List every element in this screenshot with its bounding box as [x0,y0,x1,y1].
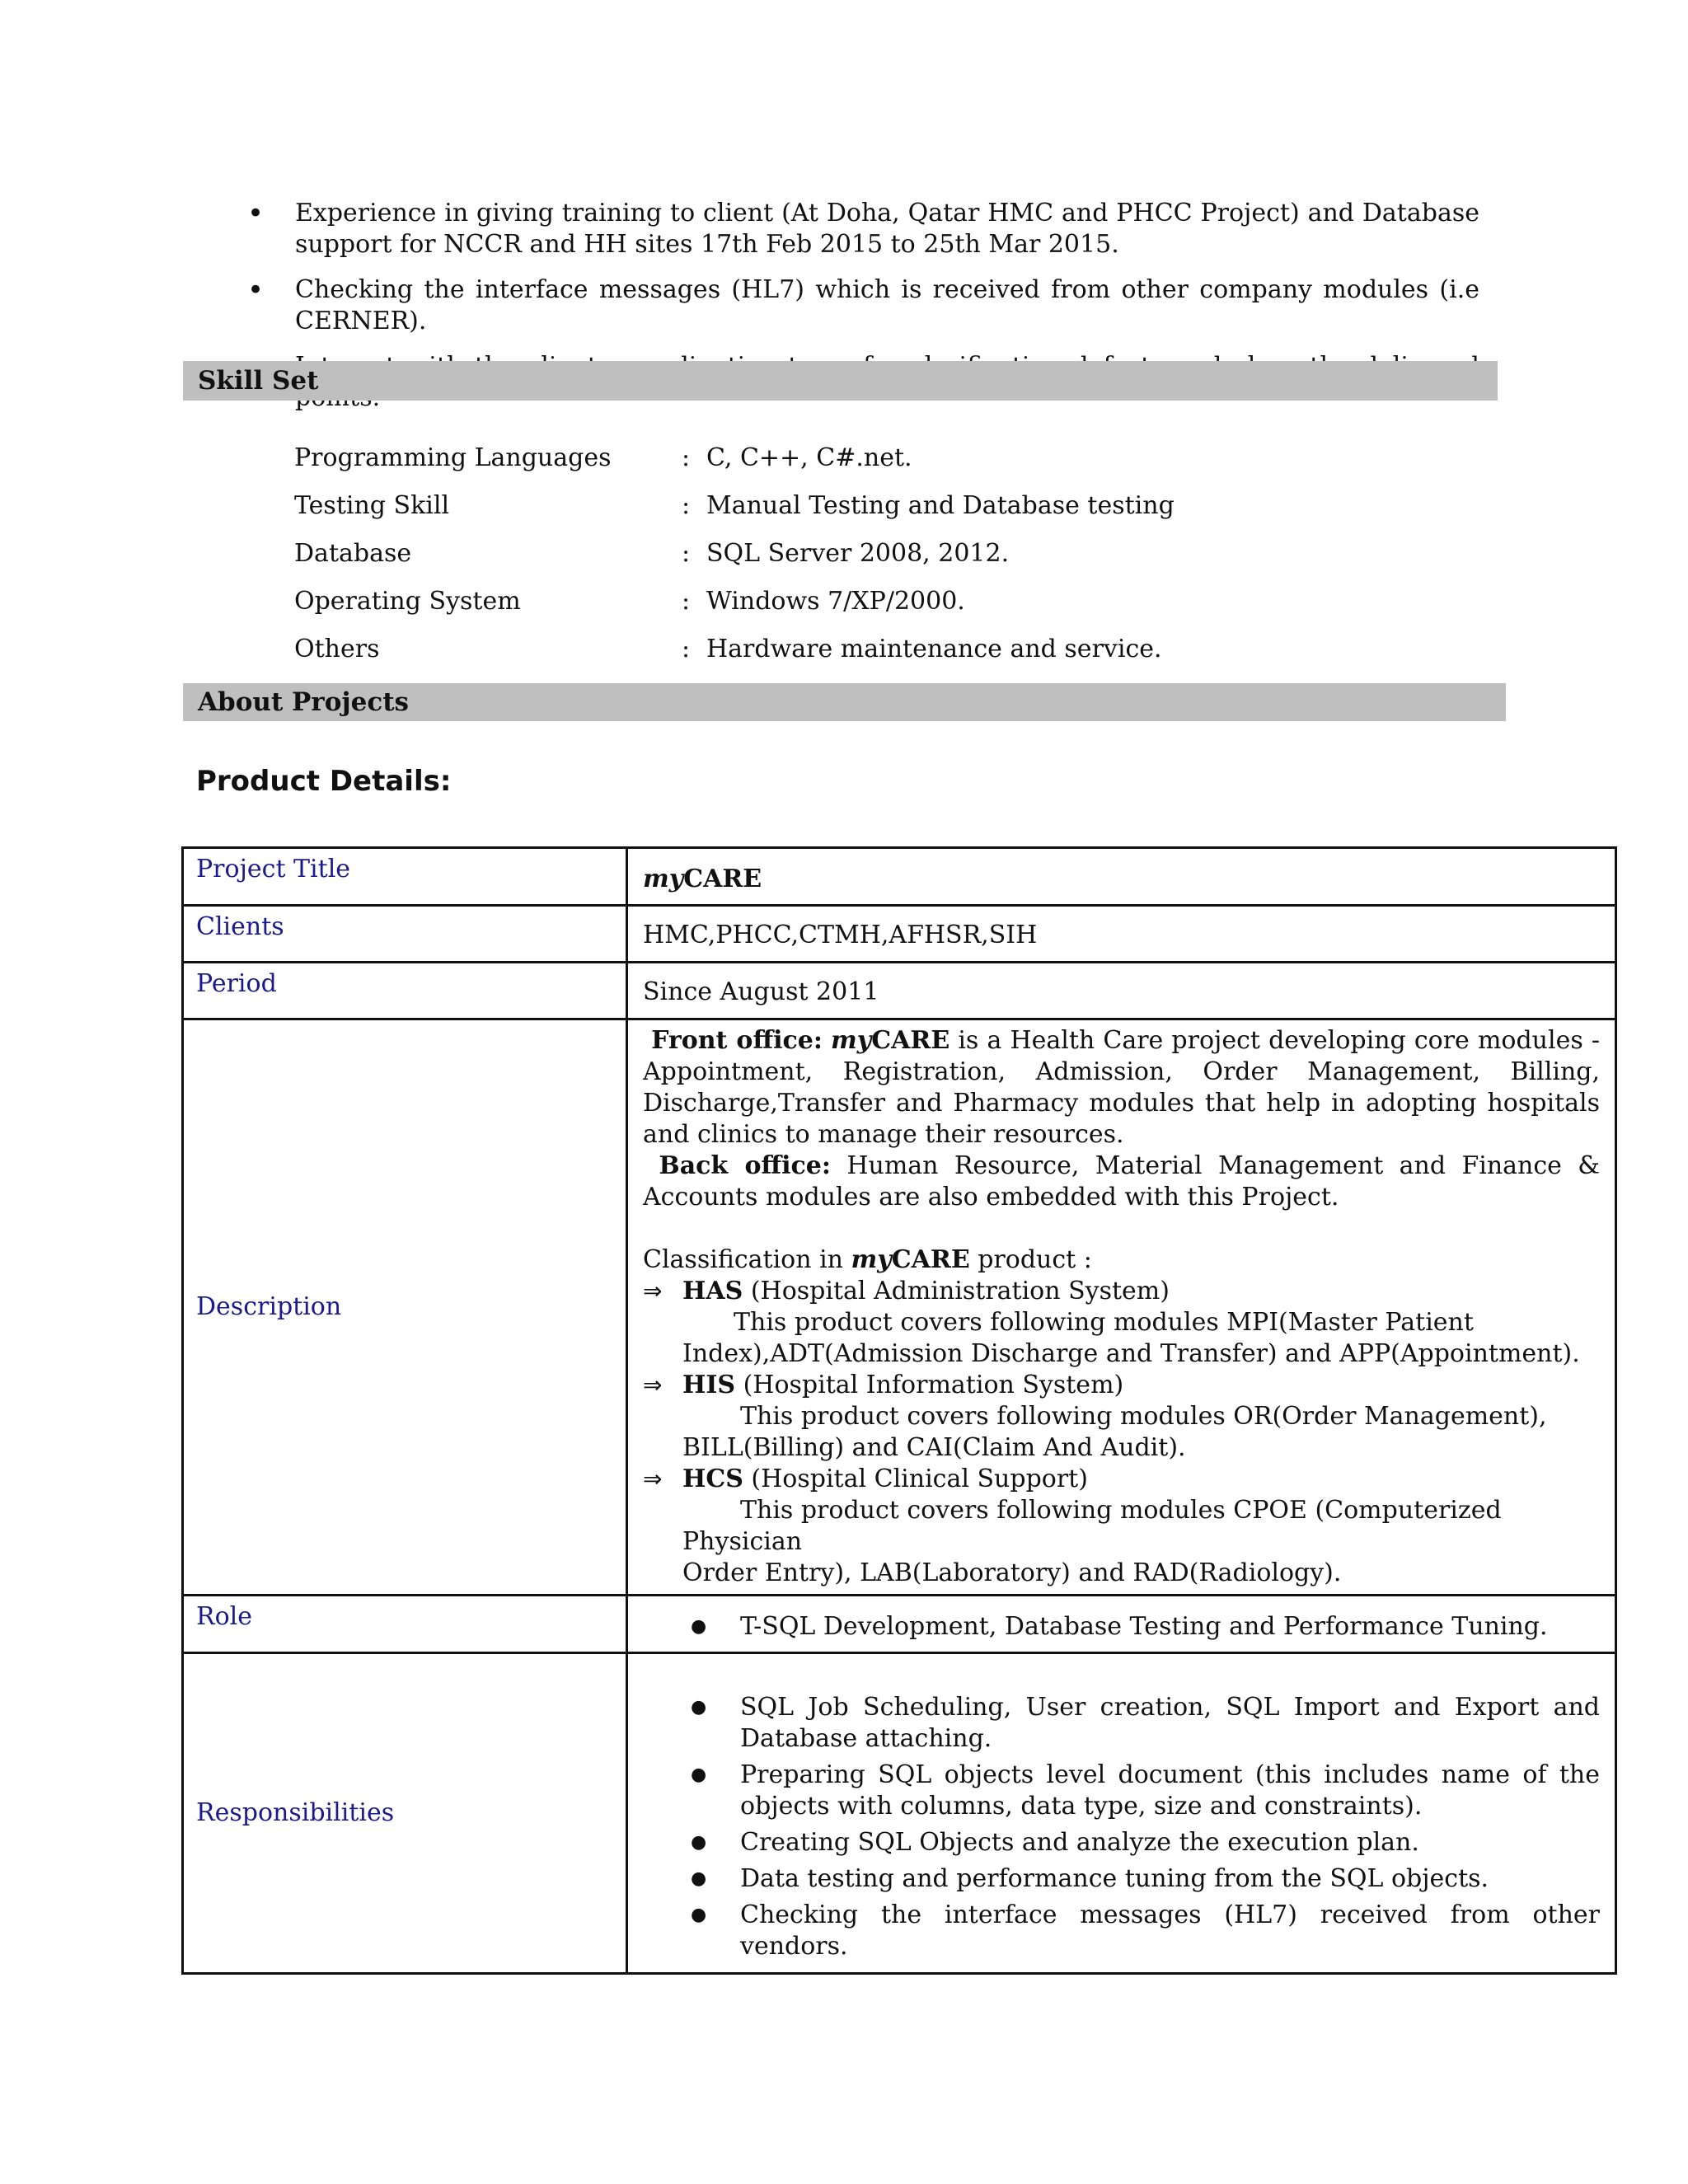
responsibilities-value [627,1653,1616,1974]
responsibilities-label: Responsibilities [183,1653,627,1974]
skill-label: Programming Languages [294,443,612,472]
classification-line [643,1244,1600,1276]
classification-prefix: Classification in [643,1245,851,1274]
bullet-item: • Checking the interface messages (HL7) which is received from other company modules (i.e CERNER). [247,274,1479,337]
clients-value [627,906,1616,963]
brand-care: CARE [683,865,762,893]
about-projects-header: About Projects [183,683,1506,721]
product-details-heading: Product Details: [196,765,452,798]
skill-label: Others [294,635,380,663]
skill-row [294,439,1283,487]
project-title-label: Project Title [183,848,627,906]
brand-care: CARE [891,1245,970,1274]
skill-row [294,535,1283,583]
period-value [627,963,1616,1019]
module-detail-line: BILL(Billing) and CAI(Claim And Audit). [682,1433,1186,1462]
module-code: HIS [682,1371,736,1399]
front-office-paragraph [643,1025,1600,1151]
back-office-text: Human Resource, Material Management and Finance & Accounts modules are also embedded with this Project. [643,1151,1601,1212]
project-title-value [627,848,1616,906]
skill-value: SQL Server 2008, 2012. [706,539,1010,568]
role-label: Role [183,1596,627,1653]
skill-set-header: Skill Set [183,361,1498,401]
brand-care: CARE [871,1026,950,1055]
skill-row [294,487,1283,535]
clients-text: HMC,PHCC,CTMH,AFHSR,SIH [643,921,1038,949]
brand-my: my [851,1245,892,1274]
module-name: (Hospital Clinical Support) [743,1465,1088,1493]
project-details-table [181,846,1617,1975]
skill-value: Windows 7/XP/2000. [706,587,965,616]
skills-list [294,439,1283,678]
spacer [643,1213,1600,1244]
table-row [183,906,1616,963]
responsibility-item: ● SQL Job Scheduling, User creation, SQL Import and Export and Database attaching. [643,1692,1600,1755]
skill-colon: : [682,539,691,568]
module-detail-line: This product covers following modules MPI(Master Patient [734,1308,1474,1337]
role-item: ● T-SQL Development, Database Testing and Performance Tuning. [643,1611,1600,1643]
period-text: Since August 2011 [643,977,879,1006]
classification-list [643,1276,1600,1589]
module-detail-line: Index),ADT(Admission Discharge and Transfer) and APP(Appointment). [682,1339,1580,1368]
brand-my: my [643,865,684,893]
description-label: Description [183,1019,627,1596]
skill-colon: : [682,491,691,520]
skill-value: C, C++, C#.net. [706,443,912,472]
skill-row [294,583,1283,630]
brand-my: my [831,1026,872,1055]
skill-colon: : [682,587,691,616]
bullet-item: • Experience in giving training to client (At Doha, Qatar HMC and PHCC Project) and Database support for NCCR and HH sites 17th Feb 2015 to 25th Mar 2015. [247,198,1479,260]
front-office-label: Front office: [651,1026,823,1055]
skill-colon: : [682,635,691,663]
classification-item [643,1370,1600,1464]
responsibility-item: ● Preparing SQL objects level document (this includes name of the objects with columns, data type, size and constraints). [643,1760,1600,1822]
responsibilities-list [643,1659,1600,1962]
table-row [183,963,1616,1019]
table-row [183,1653,1616,1974]
table-row [183,1019,1616,1596]
back-office-label: Back office: [659,1151,831,1180]
skill-label: Testing Skill [294,491,450,520]
module-detail-line: This product covers following modules OR(Order Management), [740,1402,1547,1431]
classification-item [643,1276,1600,1370]
responsibility-item: ● Data testing and performance tuning from the SQL objects. [643,1863,1600,1895]
module-detail-line: This product covers following modules CPOE (Computerized Physician [682,1496,1502,1556]
period-label: Period [183,963,627,1019]
skill-label: Database [294,539,412,568]
classification-item [643,1464,1600,1589]
skill-value: Manual Testing and Database testing [706,491,1175,520]
responsibility-item: ● Checking the interface messages (HL7) received from other vendors. [643,1900,1600,1962]
module-code: HAS [682,1277,743,1305]
table-row [183,1596,1616,1653]
clients-label: Clients [183,906,627,963]
classification-suffix: product : [969,1245,1092,1274]
skill-label: Operating System [294,587,521,616]
role-list [643,1601,1600,1643]
skill-colon: : [682,443,691,472]
module-detail-line: Order Entry), LAB(Laboratory) and RAD(Radiology). [682,1558,1342,1587]
responsibility-item: ● Creating SQL Objects and analyze the execution plan. [643,1827,1600,1858]
front-office-text: is a Health Care project developing core modules - Appointment, Registration, Admission, Order Management, Billing, Discharge,Transfer and Pharmacy modules that help in adopting hospitals and clinics to manage their resources. [643,1026,1600,1149]
skill-row [294,630,1283,678]
skill-value: Hardware maintenance and service. [706,635,1162,663]
module-name: (Hospital Information System) [735,1371,1124,1399]
module-name: (Hospital Administration System) [743,1277,1170,1305]
table-row [183,848,1616,906]
role-value [627,1596,1616,1653]
back-office-paragraph [643,1151,1600,1213]
module-code: HCS [682,1465,743,1493]
description-value [627,1019,1616,1596]
